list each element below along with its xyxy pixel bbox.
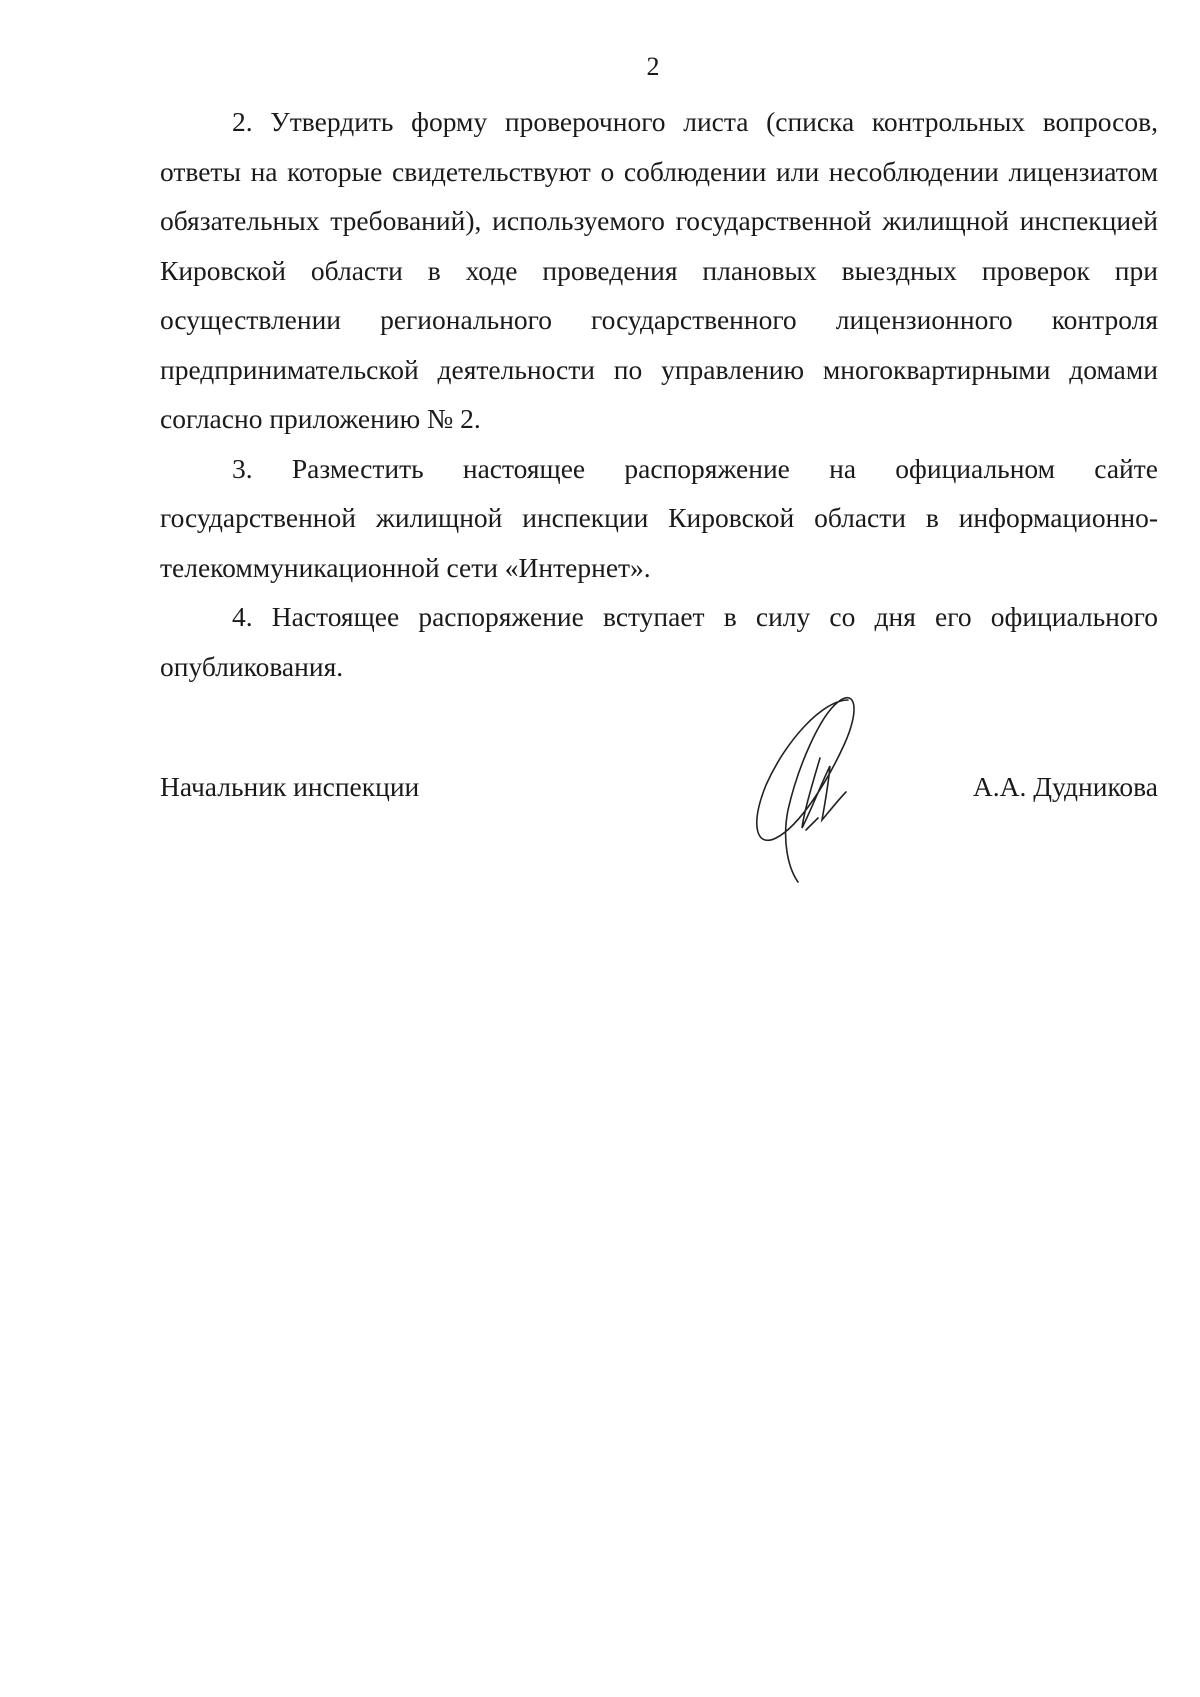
paragraph-item-2: 2. Утвердить форму проверочного листа (списка контрольных вопросов, ответы на которые свидетельствуют о соблюдении или несоблюдении лицензиатом обязательных требований), используемого государственной жилищной инспекцией Кировской области в ходе проведения плановых выездных проверок при осуществлении регионального государственного лицензионного контроля предпринимательской деятельности по управлению многоквартирными домами согласно приложению № 2. bbox=[160, 106, 1158, 434]
page-number: 2 bbox=[646, 52, 660, 81]
handwritten-signature-icon bbox=[728, 690, 888, 890]
signatory-position: Начальник инспекции bbox=[160, 771, 420, 802]
document-body bbox=[160, 97, 1158, 691]
paragraph-item-3: 3. Разместить настоящее распоряжение на официальном сайте государственной жилищной инспекции Кировской области в информационно-телекоммуникационной сети «Интернет». bbox=[160, 452, 1158, 583]
signatory-name: А.А. Дудникова bbox=[972, 771, 1158, 802]
paragraph-item-4: 4. Настоящее распоряжение вступает в силу со дня его официального опубликования. bbox=[160, 601, 1158, 682]
